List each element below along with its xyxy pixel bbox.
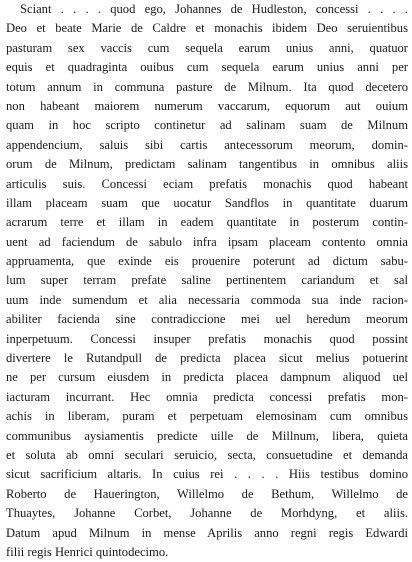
text-line: appendencium, saluis sibi cartis antecessorum meorum, domin- (6, 137, 408, 152)
text-line: divertere le Rutandpull de predicta placea sicut melius potuerint (6, 351, 408, 366)
text-line: acrarum terre et illam in eadem quantitate in posterum contin- (6, 215, 408, 230)
text-line: orum de Milnum, predictam salinam tangentibus in omnibus aliis (6, 157, 408, 172)
text-line: pasturam sex vaccis cum sequela earum unius anni, quatuor (6, 40, 408, 55)
text-line: Datum apud Milnum in mense Aprilis anno regni regis Edwardi (6, 525, 408, 540)
text-line: filii regis Henrici quintodecimo. (6, 544, 169, 559)
text-line: illam placeam suam que uocatur Sandflos in quantitate duarum (6, 195, 408, 210)
text-line: sicut sacrificium altaris. In cuius rei . . . . Hiis testibus domino (6, 467, 408, 482)
text-line: Sciant . . . . quod ego, Johannes de Hudleston, concessi . . . . (20, 2, 408, 16)
text-line: iacturam incurrant. Hec omnia predicta concessi prefatis mon- (6, 389, 408, 404)
text-line: appruamenta, que exinde eis prouenire poterunt ad dictum sabu- (6, 254, 408, 269)
text-line: totum annum in communa pasture de Milnum. Ita quod decetero (6, 79, 408, 94)
text-line: ne per cursum eiusdem in predicta placea dampnum aliquod uel (6, 370, 408, 385)
charter-text (6, 0, 408, 562)
text-line: articulis suis. Concessi eciam prefatis monachis quod habeant (6, 176, 408, 191)
text-line: uent ad faciendum de sabulo infra ipsam placeam contento omnia (6, 234, 408, 249)
text-line: Deo et beate Marie de Caldre et monachis ibidem Deo seruientibus (6, 21, 408, 36)
text-line: inperpetuum. Concessi insuper prefatis monachis quod possint (6, 331, 408, 346)
text-line: lum super terram prefate saline pertinentem cariandum et sal (6, 273, 408, 288)
text-line: uum inde sumendum et alia necessaria commoda sua inde racion- (6, 292, 408, 307)
text-line: et soluta ab omni seculari seruicio, secta, consuetudine et demanda (6, 447, 408, 462)
text-line: quam in hoc scripto continetur ad salinam suam de Milnum (6, 118, 408, 133)
text-line: communibus aysiamentis predicte uille de Millnum, libera, quieta (6, 428, 408, 443)
text-line: abiliter facienda sine contradiccione mei uel heredum meorum (6, 312, 408, 327)
text-line: non habeant maiorem numerum vaccarum, equorum aut ouium (6, 98, 408, 113)
text-line: Roberto de Hauerington, Willelmo de Bethum, Willelmo de (6, 486, 408, 501)
text-line: equis et quadraginta ouibus cum sequela earum unius anni per (6, 60, 408, 75)
text-line: Thuaytes, Johanne Corbet, Johanne de Morhdyng, et aliis. (6, 506, 408, 521)
text-line: achis in liberam, puram et perpetuam elemosinam cum omnibus (6, 409, 408, 424)
